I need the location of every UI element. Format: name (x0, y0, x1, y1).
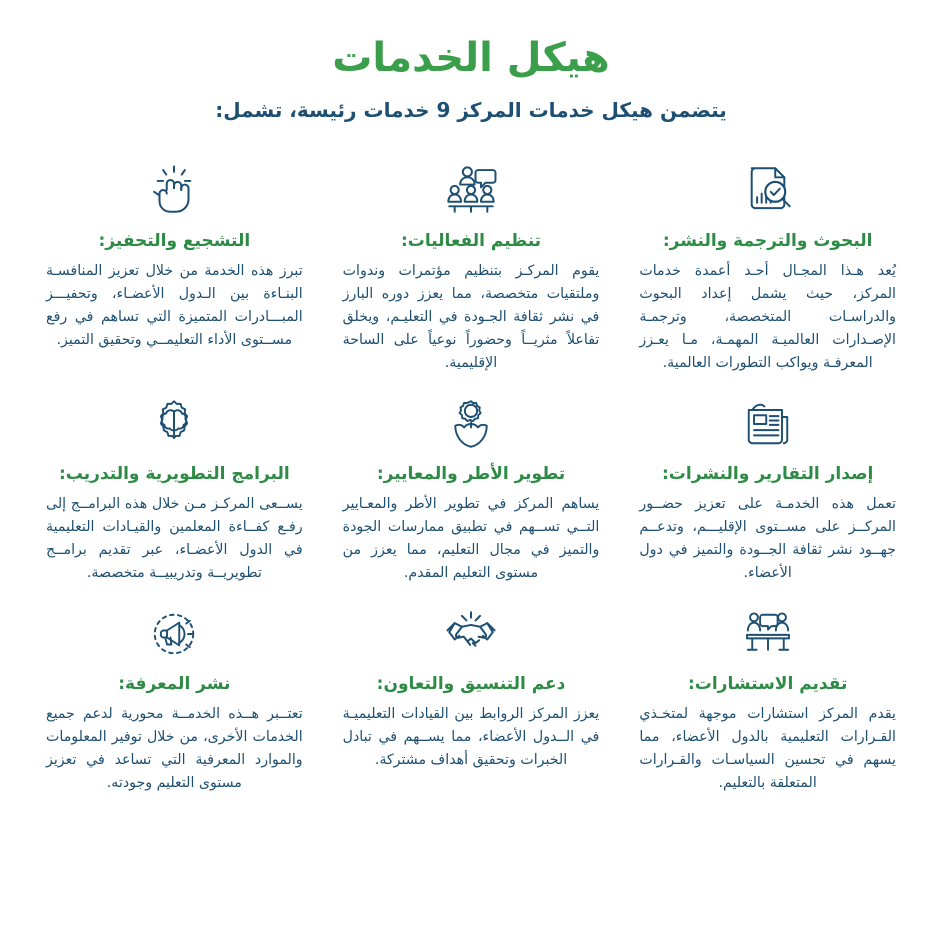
card-body: يعزز المركز الروابط بين القيادات التعليميـة في الــدول الأعضاء، مما يســهم في تبادل الخبرات وتحقيق أهداف مشتركة. (342, 706, 600, 769)
conference-people-icon (442, 158, 500, 222)
services-grid (40, 158, 902, 795)
card-title: تقديم الاستشارات: (687, 674, 848, 695)
document-magnifier-icon (739, 158, 797, 222)
card-body: يقوم المركـز بتنظيم مؤتمرات وندوات وملتقيات متخصصة، مما يعزز دوره البارز في نشر ثقافة الجـودة في التعليـم، ويخلق تفاعلاً مثريــاً وحضوراً نوعياً على الساحة الإقليمية. (342, 263, 600, 372)
service-card-frameworks-standards-development (337, 393, 606, 585)
service-card-research-translation-publishing (633, 158, 902, 375)
hand-idea-icon (145, 158, 203, 222)
service-card-reports-bulletins (633, 393, 902, 585)
service-card-knowledge-dissemination (40, 603, 309, 795)
consulting-table-icon (740, 603, 796, 665)
card-body: يساهم المركز في تطوير الأطر والمعـايير التــي تســهم في تطبيق ممارسات الجودة والتميز في مجال التعليم، مما يعزز من مستوى التعليم المقدم. (342, 496, 600, 582)
header (40, 0, 902, 124)
card-title: إصدار التقارير والنشرات: (662, 464, 874, 485)
handshake-icon (442, 603, 500, 665)
page-title: هيكل الخدمات (332, 35, 610, 81)
megaphone-icon (146, 603, 202, 665)
card-body: يُعد هـذا المجـال أحـد أعمدة خدمات المركز، حيث يشمل إعداد البحوث والدراسـات المتخصصة، وترجمـة الإصـدارات العالميـة المهمـة، مـا يعـزز المعرفـة ويواكب التطورات العالمية. (639, 263, 896, 372)
card-title: البرامج التطويرية والتدريب: (59, 464, 290, 485)
card-body: تعتــبر هــذه الخدمــة محورية لدعم جميع الخدمات الأخرى، من خلال توفير المعلومات والموارد المعرفية التي تساعد في تعزيز مستوى التعليم وجودته. (46, 706, 303, 792)
card-title: تنظيم الفعاليات: (400, 231, 542, 251)
hand-gear-shield-icon (443, 393, 499, 455)
card-title: نشر المعرفة: (118, 674, 231, 695)
card-title: التشجيع والتحفيز: (98, 231, 251, 251)
card-title: البحوث والترجمة والنشر: (662, 231, 873, 251)
page-subtitle: يتضمن هيكل خدمات المركز 9 خدمات رئيسة، تشمل: (215, 98, 727, 122)
card-body: يســعى المركـز مـن خلال هذه البرامــج إلى رفـع كفــاءة المعلمين والقيـادات التعليمية في الدول الأعضـاء، عبر تقديم برامــج تطويريــة وتدريبيــة متخصصة. (46, 496, 303, 582)
card-title: تطوير الأطر والمعايير: (376, 464, 566, 485)
service-card-events-organization (337, 158, 606, 375)
service-card-coordination-cooperation-support (337, 603, 606, 795)
card-body: تعمل هذه الخدمـة على تعزيز حضــور المركــز على مســتوى الإقليـــم، وتدعــم جهــود نشر ثقافة الجــودة والتميز في دول الأعضاء. (639, 496, 896, 582)
report-newspaper-icon (740, 393, 796, 455)
brain-gear-icon (146, 393, 202, 455)
card-body: يقدم المركز استشارات موجهة لمتخـذي القـرارات التعليمية بالدول الأعضاء، مما يسهم في تحسين السياسـات والقـرارات المتعلقة بالتعليم. (639, 706, 896, 792)
card-body: تبرز هذه الخدمة من خلال تعزيز المنافسـة البنـاءة بين الـدول الأعضـاء، وتحفيـــز المبـــادرات المتميزة التي تساهم في رفع مســتوى الأداء التعليمــي وتحقيق التميز. (46, 263, 303, 349)
service-card-consultations (633, 603, 902, 795)
service-card-development-programs-training (40, 393, 309, 585)
service-card-encouragement-motivation (40, 158, 309, 375)
card-title: دعم التنسيق والتعاون: (376, 674, 566, 695)
